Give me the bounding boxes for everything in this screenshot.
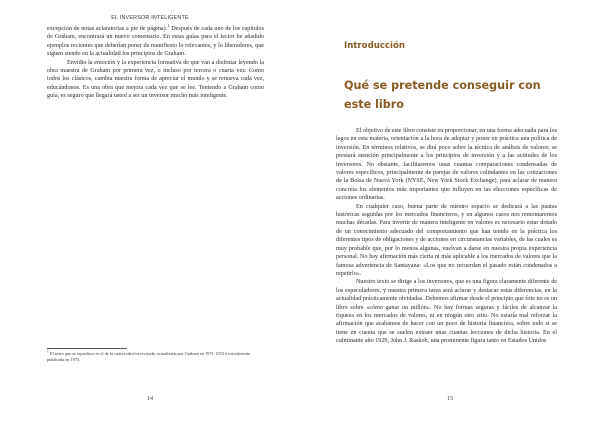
paragraph: En cualquier caso, buena parte de nuestro espacio se dedicará a las pautas históricas seguidas por los mercados financieros, y en algunos casos nos remontaremos muchas décadas. Para invertir de manera inteligente en valores es necesario estar dotado de un conocimiento adecuado del comportamiento que han tenido en la práctica los diferentes tipos de obligaciones y de acciones en circunstancias variables, de las cuales es muy probable que, por lo menos algunas, vuelvan a darse en nuestra propia experiencia personal. No hay afirmación más cierta ni más aplicable a los mercados de valores que la famosa advertencia de Santayana: «Los que no recuerdan el pasado están condenados a repetirlo». bbox=[336, 203, 557, 277]
page-number: 14 bbox=[147, 396, 153, 402]
page-number: 15 bbox=[447, 396, 453, 402]
paragraph: Envidio la emoción y la experiencia formativa de que van a disfrutar leyendo la obra maestra de Graham por primera vez, o incluso por tercera o cuarta vez. Como todos los clásicos, cambia nuestra forma de apreciar el mundo y se renueva cada vez, educándonos. Es una obra que mejora cada vez que se lee. Teniendo a Graham como guía, es seguro que llegará usted a ser un inversor mucho más inteligente. bbox=[47, 59, 264, 100]
paragraph-text: Después de cada uno de los capítulos de Graham, encontrará un nuevo comentario. En estas guías para el lector he añadido ejemplos recientes que deberían poner de manifiesto lo relevantes, y lo liberadores, que siguen siendo en la actualidad los principios de Graham. bbox=[47, 26, 264, 58]
paragraph: Nuestro texto se dirige a los inversores, que es una figura claramente diferente de los especuladores, y nuestra primera tarea será aclarar y destacar estas diferencias, en la actualidad prácticamente olvidadas. Debemos afirmar desde el principio que éste no es un libro sobre «cómo ganar un millón». No hay formas seguras y fáciles de alcanzar la riqueza en los mercados de valores, ni en ningún otro sitio. No estaría mal reforzar la afirmación que acabamos de hacer con un poco de historia financiera, sobre todo si se tiene en cuenta que se suelen extraer unas cuantas lecciones de dicha historia. En el culminante año 1929, John J. Raskob, una prominente figura tanto en Estados Unidos bbox=[336, 279, 557, 345]
footnote-marker: 1 bbox=[47, 349, 49, 354]
paragraph: El objetivo de este libro consiste en proporcionar, en una forma adecuada para los legos en esta materia, orientación a la hora de adoptar y poner en práctica una política de inversión. En términos relativos, se dirá poco sobre la técnica de análisis de valores; se prestará atención principalmente a los principios de inversión y a las actitudes de los inversores. No obstante, facilitaremos unas cuantas comparaciones condensadas de valores específicos, principalmente de parejas de valores colindantes en las cotizaciones de la Bolsa de Nueva York (NYSE, New York Stock Exchange), para aclarar de manera concreta los elementos más importantes que influyen en las elecciones específicas de acciones ordinarias. bbox=[336, 128, 557, 202]
footnote-divider bbox=[47, 348, 127, 349]
left-body-text bbox=[47, 22, 264, 101]
chapter-title: Introducción bbox=[344, 41, 405, 51]
footnote-text: El texto que se reproduce es el de la cuarta edición revisada, actualizada por Graham en 1971-1972 e inicialmente publicada en 1973. bbox=[47, 351, 250, 362]
footnote-ref[interactable]: 1 bbox=[167, 22, 170, 28]
section-title: Qué se pretende conseguir con este libro bbox=[344, 79, 541, 111]
paragraph bbox=[47, 22, 264, 59]
footnote bbox=[47, 351, 264, 363]
running-header: EL INVERSOR INTELIGENTE bbox=[111, 15, 189, 21]
right-body-text bbox=[336, 127, 557, 346]
paragraph-text: excepción de notas aclaratorias a pie de página). bbox=[47, 26, 168, 32]
